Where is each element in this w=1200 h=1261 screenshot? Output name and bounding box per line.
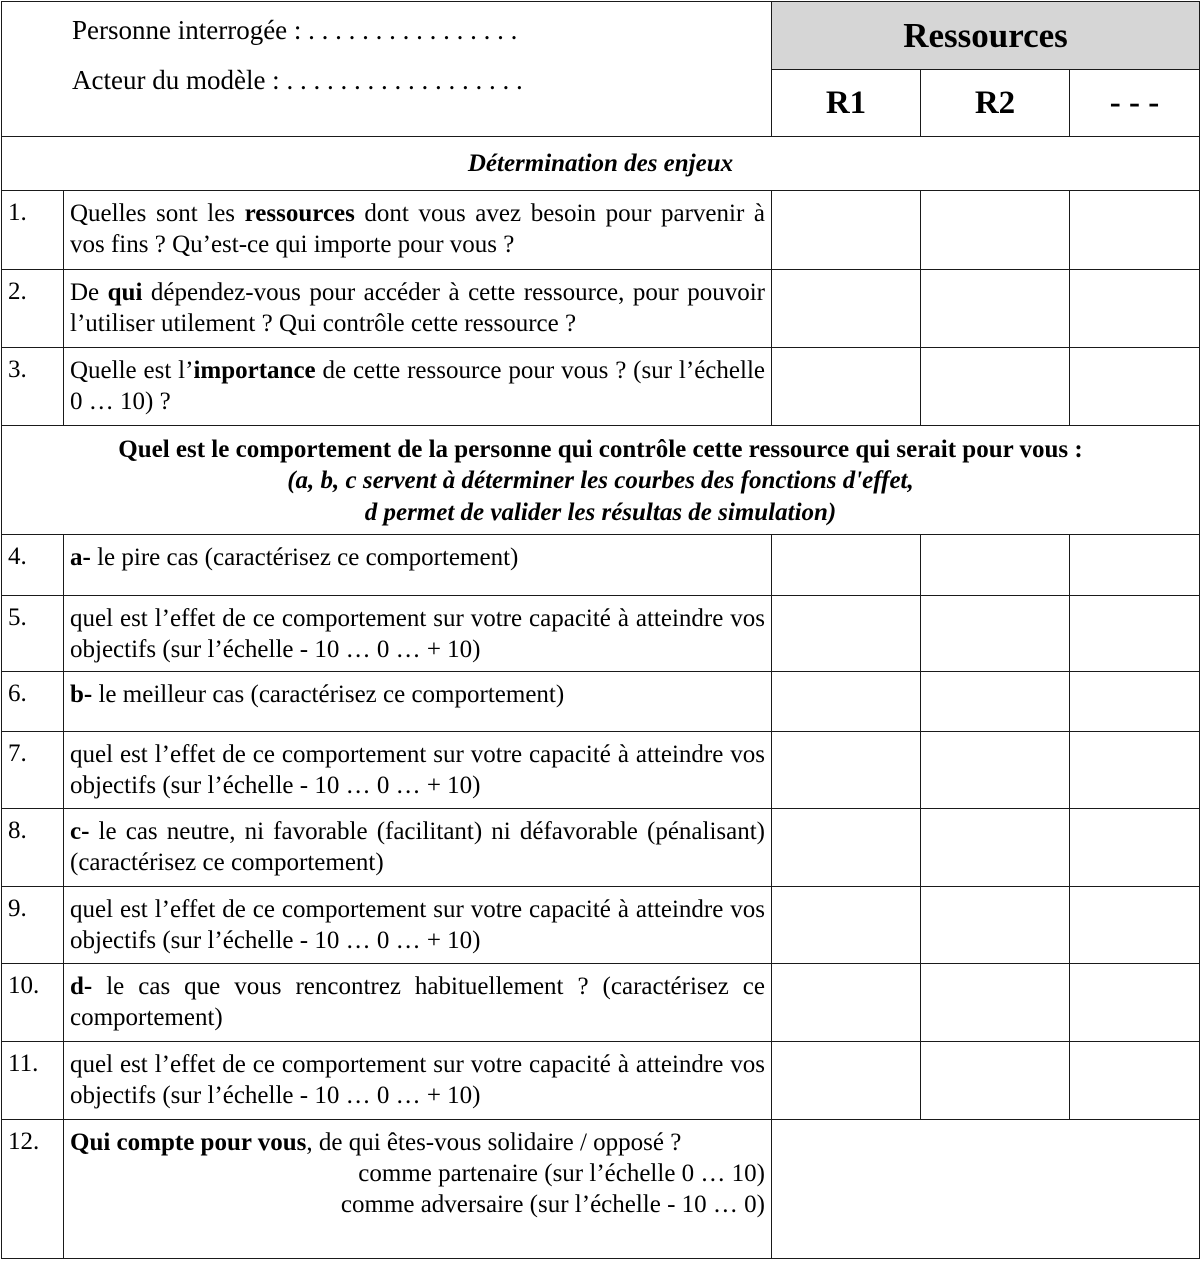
column-r2: R2	[921, 70, 1070, 137]
question-number: 9.	[2, 887, 64, 964]
question-text: quel est l’effet de ce comportement sur votre capacité à atteindre vos objectifs (sur l’échelle - 10 … 0 … + 10)	[64, 596, 772, 672]
question-number: 2.	[2, 270, 64, 348]
answer-cell-r1[interactable]	[772, 964, 921, 1042]
resources-title: Ressources	[772, 2, 1200, 70]
table-row	[2, 270, 1200, 348]
answer-cell-r2[interactable]	[921, 732, 1070, 809]
question-text: d- le cas que vous rencontrez habituellement ? (caractérisez ce comportement)	[64, 964, 772, 1042]
answer-cell-more[interactable]	[1070, 672, 1200, 732]
table-row	[2, 809, 1200, 887]
question-text: quel est l’effet de ce comportement sur votre capacité à atteindre vos objectifs (sur l’échelle - 10 … 0 … + 10)	[64, 1042, 772, 1120]
answer-cell-more[interactable]	[1070, 964, 1200, 1042]
column-r1: R1	[772, 70, 921, 137]
answer-cell-more[interactable]	[1070, 596, 1200, 672]
table-row	[2, 887, 1200, 964]
answer-cell-r1[interactable]	[772, 809, 921, 887]
section-stakes-title: Détermination des enjeux	[2, 137, 1200, 191]
question-text: Quelle est l’importance de cette ressource pour vous ? (sur l’échelle 0 … 10) ?	[64, 348, 772, 426]
answer-cell-r1[interactable]	[772, 732, 921, 809]
question-text: a- le pire cas (caractérisez ce comportement)	[64, 535, 772, 596]
answer-cell-r2[interactable]	[921, 887, 1070, 964]
actor-label: Acteur du modèle :	[72, 64, 280, 95]
table-row	[2, 964, 1200, 1042]
answer-cell-more[interactable]	[1070, 887, 1200, 964]
interviewee-label: Personne interrogée :	[72, 15, 302, 45]
answer-cell-r2[interactable]	[921, 1042, 1070, 1120]
answer-cell-r1[interactable]	[772, 887, 921, 964]
answer-cell-r1[interactable]	[772, 1042, 921, 1120]
question-number: 6.	[2, 672, 64, 732]
table-row	[2, 596, 1200, 672]
actor-line	[72, 60, 771, 102]
resources-questionnaire-table	[1, 1, 1200, 1259]
question-text: b- le meilleur cas (caractérisez ce comportement)	[64, 672, 772, 732]
section-behavior-note-1: (a, b, c servent à déterminer les courbes des fonctions d'effet,	[287, 467, 914, 495]
question-number: 5.	[2, 596, 64, 672]
answer-cell-r2[interactable]	[921, 596, 1070, 672]
table-row	[2, 348, 1200, 426]
question-number: 7.	[2, 732, 64, 809]
answer-cell-r2[interactable]	[921, 964, 1070, 1042]
question-text: De qui dépendez-vous pour accéder à cette ressource, pour pouvoir l’utiliser utilement ? Qui contrôle cette ressource ?	[64, 270, 772, 348]
question-number: 1.	[2, 191, 64, 270]
question-number: 12.	[2, 1120, 64, 1259]
section-behavior-main: Quel est le comportement de la personne qui contrôle cette ressource qui serait pour vous :	[118, 436, 1083, 463]
interviewee-line	[72, 10, 771, 52]
section-behavior-title	[2, 426, 1200, 535]
question-number: 11.	[2, 1042, 64, 1120]
table-row	[2, 191, 1200, 270]
header-info-cell	[2, 2, 772, 137]
answer-cell-r2[interactable]	[921, 809, 1070, 887]
table-row	[2, 1042, 1200, 1120]
answer-cell-more[interactable]	[1070, 732, 1200, 809]
answer-cell-more[interactable]	[1070, 191, 1200, 270]
answer-cell-more[interactable]	[1070, 270, 1200, 348]
table-row	[2, 732, 1200, 809]
answer-cell-more[interactable]	[1070, 348, 1200, 426]
answer-cell-r2[interactable]	[921, 191, 1070, 270]
question-text: quel est l’effet de ce comportement sur votre capacité à atteindre vos objectifs (sur l’échelle - 10 … 0 … + 10)	[64, 732, 772, 809]
answer-cell-r1[interactable]	[772, 672, 921, 732]
table-row	[2, 672, 1200, 732]
answer-cell-r2[interactable]	[921, 535, 1070, 596]
question-number: 10.	[2, 964, 64, 1042]
section-behavior-note-2: d permet de valider les résultas de simulation)	[364, 498, 837, 526]
answer-cell-r1[interactable]	[772, 535, 921, 596]
scale-adversary: comme adversaire (sur l’échelle - 10 … 0)	[340, 1191, 765, 1218]
question-text: Quelles sont les ressources dont vous avez besoin pour parvenir à vos fins ? Qu’est-ce qui importe pour vous ?	[64, 191, 772, 270]
answer-cell-r1[interactable]	[772, 596, 921, 672]
question-text: c- le cas neutre, ni favorable (facilitant) ni défavorable (pénalisant) (caractérisez ce comportement)	[64, 809, 772, 887]
question-number: 3.	[2, 348, 64, 426]
question-number: 4.	[2, 535, 64, 596]
answer-cell-r2[interactable]	[921, 348, 1070, 426]
answer-cell-r1[interactable]	[772, 191, 921, 270]
question-text: quel est l’effet de ce comportement sur votre capacité à atteindre vos objectifs (sur l’échelle - 10 … 0 … + 10)	[64, 887, 772, 964]
answer-cell-more[interactable]	[1070, 1042, 1200, 1120]
answer-cell-r2[interactable]	[921, 672, 1070, 732]
scale-partner: comme partenaire (sur l’échelle 0 … 10)	[358, 1160, 765, 1187]
table-row	[2, 535, 1200, 596]
answer-cell-r1[interactable]	[772, 348, 921, 426]
table-row	[2, 1120, 1200, 1259]
interviewee-field[interactable]: . . . . . . . . . . . . . . . .	[308, 15, 518, 45]
answer-cell-actors[interactable]	[772, 1120, 1200, 1259]
question-text: Qui compte pour vous, de qui êtes-vous solidaire / opposé ? comme partenaire (sur l’échelle 0 … 10) comme adversaire (sur l’échelle - 10 … 0)	[64, 1120, 772, 1259]
answer-cell-more[interactable]	[1070, 535, 1200, 596]
answer-cell-r2[interactable]	[921, 270, 1070, 348]
answer-cell-r1[interactable]	[772, 270, 921, 348]
actor-field[interactable]: . . . . . . . . . . . . . . . . . .	[286, 64, 523, 95]
column-more: - - -	[1070, 70, 1200, 137]
answer-cell-more[interactable]	[1070, 809, 1200, 887]
question-number: 8.	[2, 809, 64, 887]
